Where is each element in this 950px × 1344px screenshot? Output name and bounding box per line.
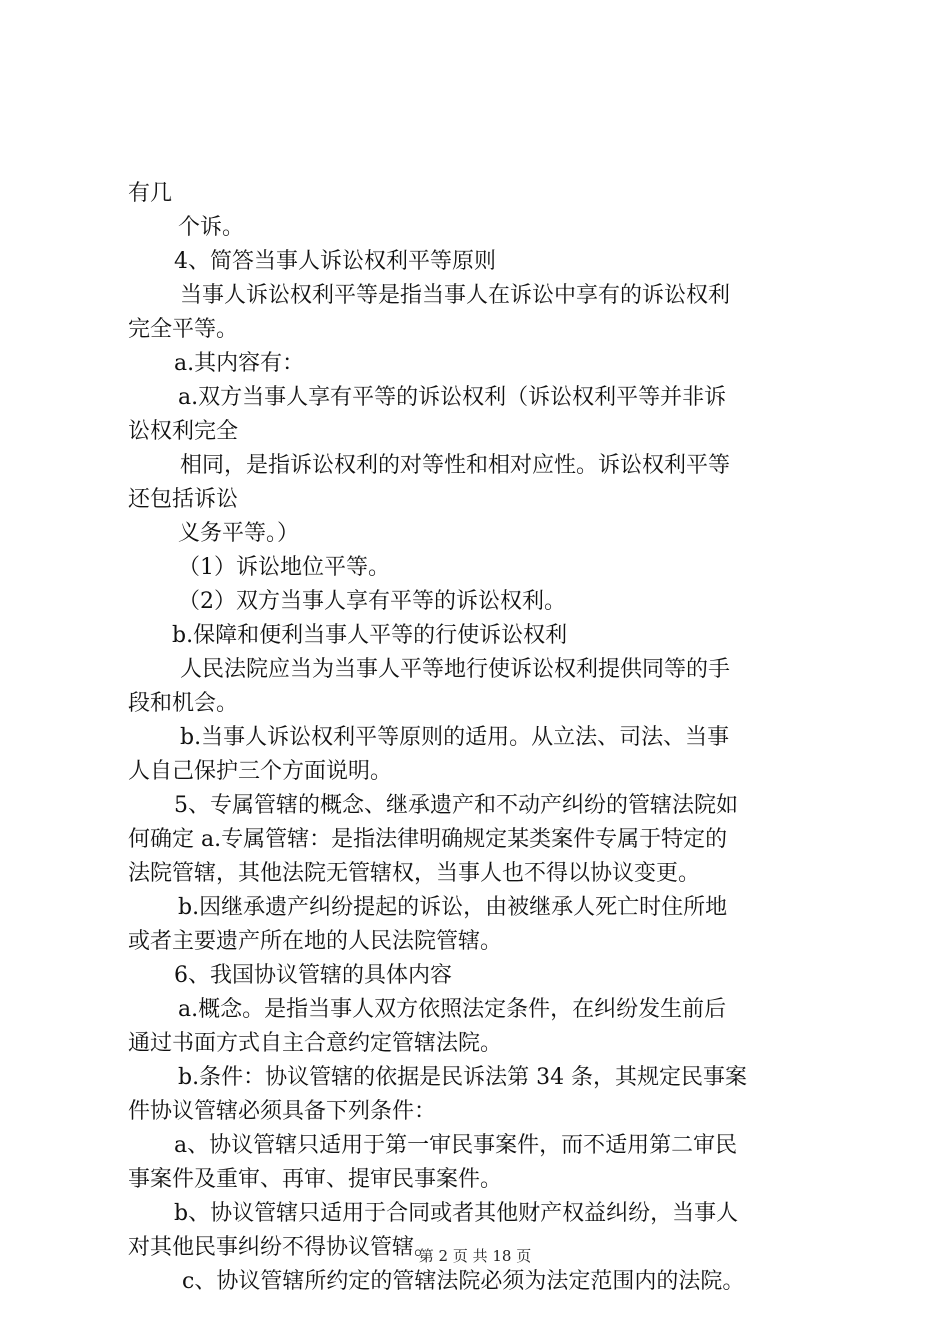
text-line: c、协议管辖所约定的管辖法院必须为法定范围内的法院。 (182, 1269, 745, 1294)
text-line: a.其内容有： (174, 351, 305, 376)
document-body (128, 177, 840, 1299)
text-line: 义务平等。） (178, 521, 300, 546)
text-line: b.条件：协议管辖的依据是民诉法第 34 条，其规定民事案 (178, 1065, 748, 1090)
text-line: 6、我国协议管辖的具体内容 (174, 963, 452, 988)
text-line: 当事人诉讼权利平等是指当事人在诉讼中享有的诉讼权利 (180, 283, 731, 308)
text-line: 相同，是指诉讼权利的对等性和相对应性。诉讼权利平等 (180, 453, 731, 478)
text-line: 完全平等。 (128, 317, 239, 342)
text-line: 人民法院应当为当事人平等地行使诉讼权利提供同等的手 (180, 657, 731, 682)
text-line: 事案件及重审、再审、提审民事案件。 (128, 1167, 503, 1192)
text-line: 对其他民事纠纷不得协议管辖。 (128, 1235, 437, 1260)
page-footer (0, 1246, 950, 1266)
text-line: b.因继承遗产纠纷提起的诉讼，由被继承人死亡时住所地 (178, 895, 728, 920)
text-line: 讼权利完全 (128, 419, 239, 444)
text-line: 通过书面方式自主合意约定管辖法院。 (128, 1031, 503, 1056)
text-line: 4、简答当事人诉讼权利平等原则 (174, 249, 496, 274)
text-line: 5、专属管辖的概念、继承遗产和不动产纠纷的管辖法院如 (174, 793, 738, 818)
text-line: （2）双方当事人享有平等的诉讼权利。 (178, 589, 566, 614)
text-line: 人自己保护三个方面说明。 (128, 759, 393, 784)
text-line: b.保障和便利当事人平等的行使诉讼权利 (172, 623, 568, 648)
text-line: 还包括诉讼 (128, 487, 239, 512)
text-line: a.双方当事人享有平等的诉讼权利（诉讼权利平等并非诉 (178, 385, 727, 410)
text-line: b、协议管辖只适用于合同或者其他财产权益纠纷，当事人 (174, 1201, 739, 1226)
page-number-label: 第 2 页 共 18 页 (418, 1247, 532, 1265)
text-line: 件协议管辖必须具备下列条件： (128, 1099, 437, 1124)
text-line: a.概念。是指当事人双方依照法定条件，在纠纷发生前后 (178, 997, 727, 1022)
text-line: 段和机会。 (128, 691, 239, 716)
text-line: 何确定 a.专属管辖：是指法律明确规定某类案件专属于特定的 (128, 827, 728, 852)
text-line: 有几 (128, 181, 173, 206)
text-line: 或者主要遗产所在地的人民法院管辖。 (128, 929, 503, 954)
text-line: a、协议管辖只适用于第一审民事案件，而不适用第二审民 (174, 1133, 738, 1158)
text-line: 法院管辖，其他法院无管辖权，当事人也不得以协议变更。 (128, 861, 701, 886)
text-line: 个诉。 (178, 215, 245, 240)
text-line: （1）诉讼地位平等。 (178, 555, 390, 580)
text-line: b.当事人诉讼权利平等原则的适用。从立法、司法、当事 (180, 725, 730, 750)
